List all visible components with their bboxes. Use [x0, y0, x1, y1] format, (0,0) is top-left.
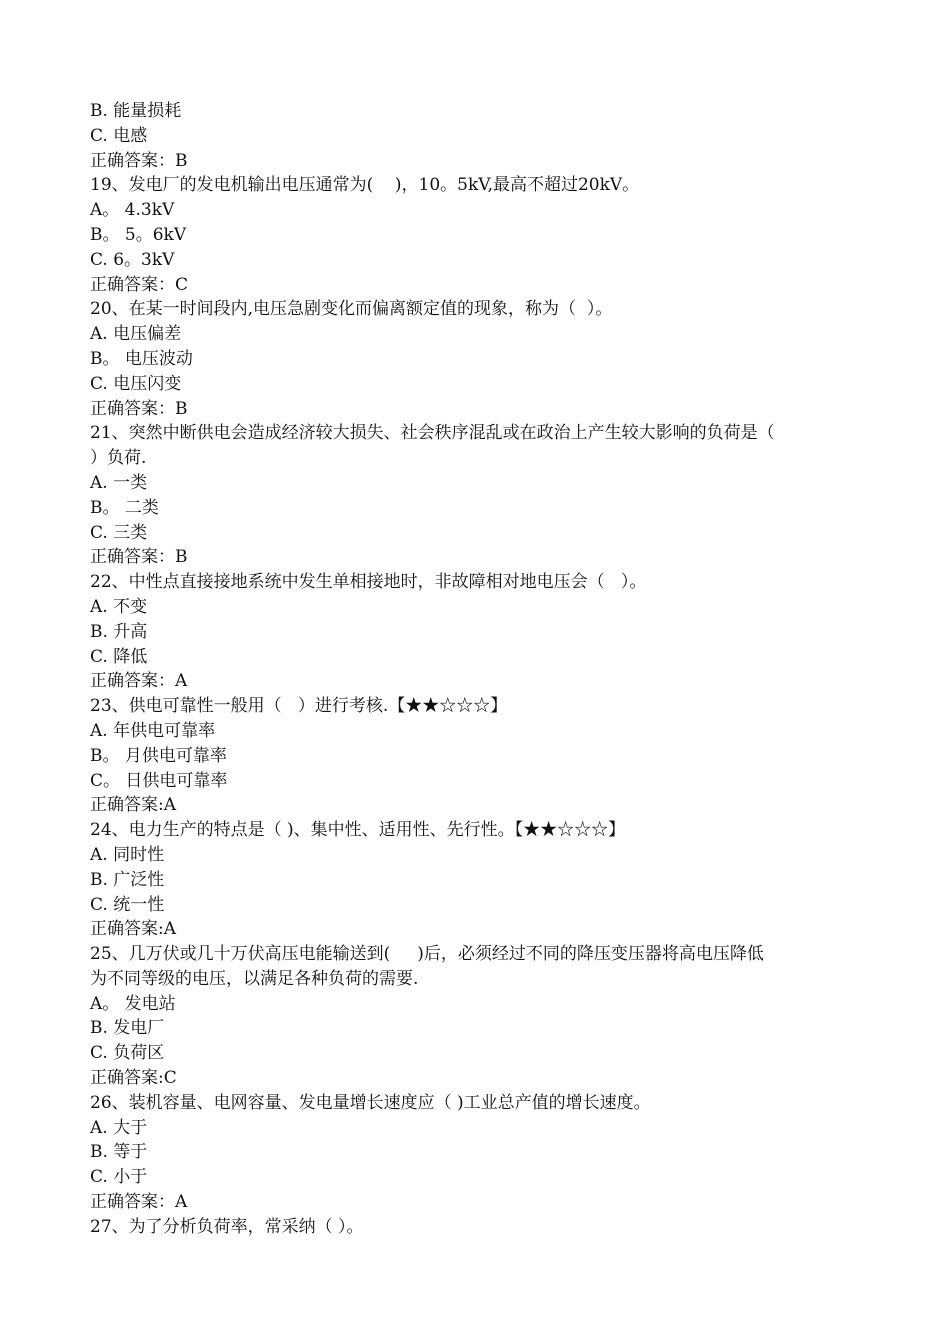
option-line: B. 广泛性: [90, 869, 165, 890]
option-line: C. 电感: [90, 125, 148, 146]
option-line: A. 一类: [90, 472, 148, 493]
question-line: 26、装机容量、电网容量、发电量增长速度应（ )工业总产值的增长速度。: [90, 1092, 651, 1113]
option-line: B。 二类: [90, 497, 159, 518]
answer-line: 正确答案：B: [90, 398, 188, 419]
option-line: C。 日供电可靠率: [90, 770, 228, 791]
option-line: A. 同时性: [90, 844, 165, 865]
document-page: [90, 99, 870, 1240]
option-line: C. 三类: [90, 522, 148, 543]
question-line: 22、中性点直接接地系统中发生单相接地时，非故障相对地电压会（ ）。: [90, 572, 647, 593]
answer-line: 正确答案：A: [90, 671, 188, 692]
answer-line: 正确答案：B: [90, 547, 188, 568]
question-line: 20、在某一时间段内,电压急剧变化而偏离额定值的现象，称为（ ）。: [90, 299, 613, 320]
question-line-continued: 为不同等级的电压，以满足各种负荷的需要.: [90, 968, 419, 989]
answer-line: 正确答案:A: [90, 919, 177, 940]
option-line: C. 小于: [90, 1167, 148, 1188]
question-line: 21、突然中断供电会造成经济较大损失、社会秩序混乱或在政治上产生较大影响的负荷是（: [90, 423, 775, 444]
answer-line: 正确答案:A: [90, 795, 177, 816]
option-line: B. 能量损耗: [90, 101, 182, 121]
option-line: B。 5。6kV: [90, 224, 187, 245]
option-line: A. 不变: [90, 596, 148, 617]
question-line: 23、供电可靠性一般用（ ）进行考核.【★★☆☆☆】: [90, 696, 508, 717]
option-line: B. 等于: [90, 1142, 148, 1163]
question-line: 25、几万伏或几十万伏高压电能输送到( )后，必须经过不同的降压变压器将高电压降低: [90, 944, 764, 965]
option-line: A. 电压偏差: [90, 324, 182, 345]
option-line: B. 升高: [90, 621, 148, 642]
option-line: B。 电压波动: [90, 348, 193, 369]
answer-line: 正确答案:C: [90, 1068, 177, 1089]
option-line: B. 发电厂: [90, 1018, 165, 1039]
question-line-continued: ）负荷.: [90, 448, 147, 469]
option-line: B。 月供电可靠率: [90, 745, 227, 766]
answer-line: 正确答案：A: [90, 1192, 188, 1213]
option-line: A. 大于: [90, 1117, 148, 1138]
option-line: C. 降低: [90, 646, 148, 667]
option-line: C. 负荷区: [90, 1043, 165, 1064]
question-line: 19、发电厂的发电机输出电压通常为( )，10。5kV,最高不超过20kV。: [90, 175, 640, 196]
question-line: 24、电力生产的特点是（ )、集中性、适用性、先行性。【★★☆☆☆】: [90, 820, 626, 841]
option-line: A。 4.3kV: [90, 200, 175, 221]
option-line: A。 发电站: [90, 993, 176, 1014]
option-line: C. 统一性: [90, 894, 165, 915]
answer-line: 正确答案：C: [90, 274, 189, 295]
option-line: A. 年供电可靠率: [90, 720, 216, 741]
option-line: C. 6。3kV: [90, 249, 175, 270]
question-line: 27、为了分析负荷率，常采纳（ ）。: [90, 1216, 364, 1237]
answer-line: 正确答案：B: [90, 150, 188, 171]
option-line: C. 电压闪变: [90, 373, 182, 394]
